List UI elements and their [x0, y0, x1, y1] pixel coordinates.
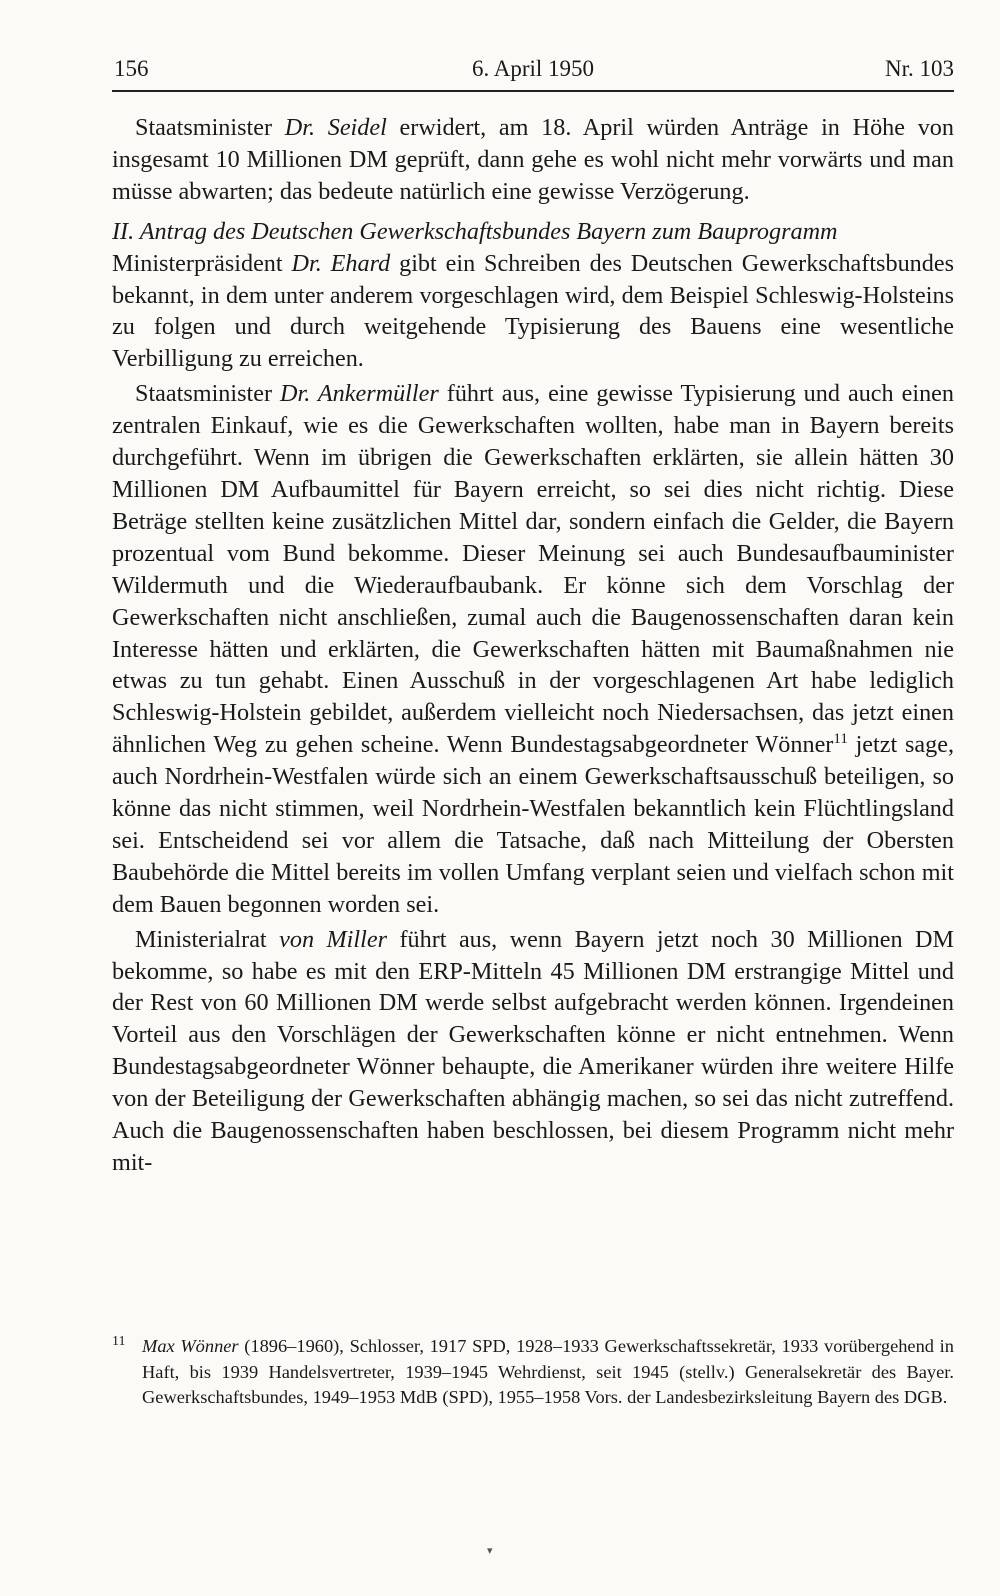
text-run: Ministerpräsident: [112, 249, 292, 277]
paragraph-ankermueller: [112, 378, 954, 920]
speaker-name: Dr. Seidel: [284, 114, 387, 141]
text-run: erwidert, am 18. April würden Anträge in Höhe von insgesamt 10 Millionen DM geprüft, dann gehe es wohl nicht mehr vorwärts und man müsse abwarten; das bedeute natürlich eine gewisse Verzögerung.: [112, 114, 954, 205]
paragraph-miller: [112, 924, 954, 1179]
footnote-person-name: Max Wönner: [142, 1336, 239, 1356]
text-run: Staatsminister: [135, 114, 285, 141]
footnote-mark: 11: [112, 1334, 126, 1349]
text-run: führt aus, wenn Bayern jetzt noch 30 Millionen DM bekomme, so habe es mit den ERP-Mitteln 45 Millionen DM erstrangige Mittel und der Rest von 60 Millionen DM werde selbst aufgebracht werden können. Irgendeinen Vorteil aus den Vorschlägen der Gewerkschaften könne er nicht entnehmen. Wenn Bundestagsabgeordneter Wönner behaupte, die Amerikaner würden ihre weitere Hilfe von der Beteiligung der Gewerkschaften abhängig machen, so sei das nicht zutreffend. Auch die Baugenossenschaften haben beschlossen, bei diesem Programm nicht mehr mit-: [112, 925, 954, 1176]
text-run: gibt ein Schreiben des Deutschen Gewerkschaftsbundes bekannt, in dem unter anderem vorgeschlagen wird, dem Beispiel Schleswig-Holsteins zu folgen und durch weitgehende Typisierung des Bauens eine wesentliche Verbilligung zu erreichen.: [112, 249, 954, 373]
section-heading: II. Antrag des Deutschen Gewerkschaftsbundes Bayern zum Bauprogramm: [112, 217, 838, 245]
footnote-reference[interactable]: 11: [833, 731, 848, 748]
text-run: Ministerialrat: [135, 925, 280, 953]
document-page: [112, 0, 954, 1596]
footnotes: [112, 1334, 954, 1411]
speaker-name: von Miller: [279, 925, 387, 953]
text-run: führt aus, eine gewisse Typisierung und auch einen zentralen Einkauf, wie es die Gewerkschaften wollten, habe man in Bayern bereits durchgeführt. Wenn im übrigen die Gewerkschaften erklärten, sie allein hätten 30 Millionen DM Aufbaumittel für Bayern erreicht, so sei dies nicht richtig. Diese Beträge stellten keine zusätzlichen Mittel dar, sondern einfach die Gelder, die Bayern prozentual vom Bund bekomme. Dieser Meinung sei auch Bundesaufbauminister Wildermuth und die Wiederaufbaubank. Er könne sich dem Vorschlag der Gewerkschaften nicht anschließen, zumal auch die Baugenossenschaften daran kein Interesse hätten und erklärten, die Gewerkschaften hätten mit Baumaßnahmen nie etwas zu tun gehabt. Einen Ausschuß in der vorgeschlagenen Art habe lediglich Schleswig-Holstein gebildet, außerdem vielleicht noch Niedersachsen, das jetzt einen ähnlichen Weg zu gehen scheine. Wenn Bundestagsabgeordneter Wönner: [112, 380, 955, 759]
main-text: [112, 112, 954, 1179]
footnote-11: [112, 1334, 954, 1411]
header-date: 6. April 1950: [471, 56, 595, 81]
footnote-text: (1896–1960), Schlosser, 1917 SPD, 1928–1933 Gewerkschaftssekretär, 1933 vorübergehend in Haft, bis 1939 Handelsvertreter, 1939–1945 Wehrdienst, seit 1945 (stellv.) Generalsekretär des Bayer. Gewerkschaftsbundes, 1949–1953 MdB (SPD), 1955–1958 Vors. der Landesbezirksleitung Bayern des DGB.: [142, 1336, 954, 1408]
page-bottom-mark: ▾: [487, 1545, 493, 1557]
page-number: 156: [114, 56, 149, 81]
paragraph-ehard: [112, 248, 954, 376]
speaker-name: Dr. Ehard: [291, 249, 391, 277]
text-run: jetzt sage, auch Nordrhein-Westfalen würde sich an einem Gewerkschaftsausschuß beteiligen, so könne das nicht stimmen, weil Nordrhein-Westfalen bekanntlich kein Flüchtlingsland sei. Entscheidend sei vor allem die Tatsache, daß nach Mitteilung der Obersten Baubehörde die Mittel bereits im vollen Umfang verplant seien und vielfach schon mit dem Bauen begonnen worden sei.: [112, 731, 954, 918]
issue-number: Nr. 103: [885, 56, 954, 81]
running-header: [112, 46, 954, 92]
speaker-name: Dr. Ankermüller: [280, 380, 439, 408]
text-run: Staatsminister: [135, 380, 281, 408]
paragraph-seidel: [112, 112, 954, 208]
